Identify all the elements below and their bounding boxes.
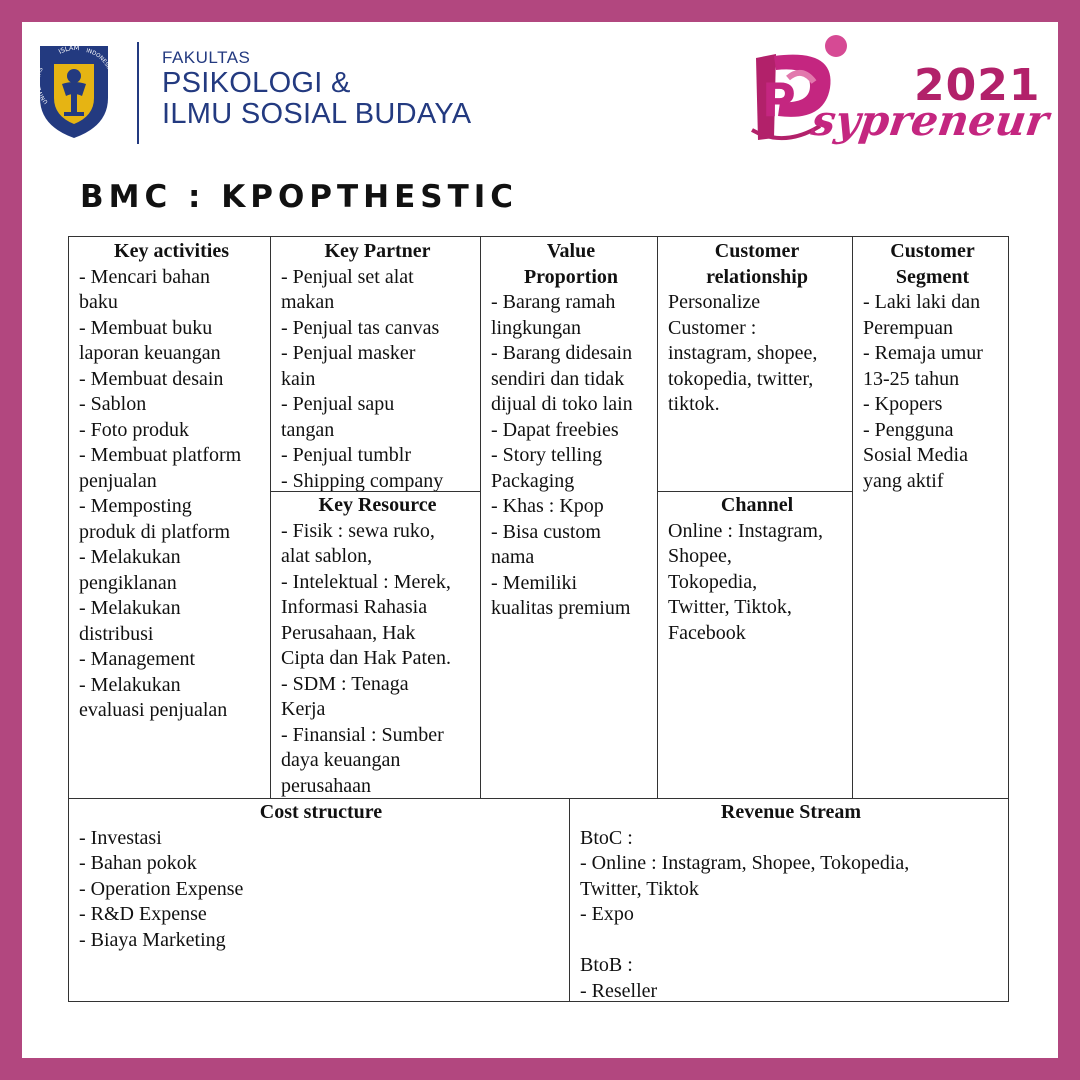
logo-divider — [137, 42, 139, 144]
list-item: - Biaya Marketing — [79, 928, 226, 951]
grid-line — [69, 798, 1008, 799]
list-item: alat sablon, — [281, 545, 373, 567]
list-item: yang aktif — [863, 469, 944, 492]
list-item: - Barang didesain — [491, 342, 633, 364]
list-item: Customer : — [668, 316, 757, 339]
faculty-label: FAKULTAS — [162, 48, 251, 67]
seal-top-text: ISLAM — [57, 43, 80, 56]
list-item: instagram, shopee, — [668, 342, 818, 364]
list-item: tokopedia, twitter, — [668, 367, 814, 390]
list-item: - Mencari bahan — [79, 265, 211, 288]
seal-left-text: UNIVERSITAS — [35, 66, 50, 105]
list-item: - Foto produk — [79, 418, 189, 441]
faculty-line-2: ILMU SOSIAL BUDAYA — [162, 98, 472, 130]
list-item: - Operation Expense — [79, 877, 244, 900]
list-item: Facebook — [668, 621, 746, 644]
list-item: - Memiliki — [491, 571, 578, 594]
list-item: evaluasi penjualan — [79, 699, 228, 721]
list-item: - Expo — [580, 903, 634, 925]
list-item: - Membuat platform — [79, 444, 242, 466]
list-item: - Intelektual : Merek, — [281, 570, 451, 593]
revenue-stream-list — [580, 826, 1002, 1002]
list-item: distribusi — [79, 622, 154, 645]
list-item: Shopee, — [668, 545, 732, 567]
key-resource-block — [271, 493, 480, 798]
list-item: - Melakukan — [79, 673, 181, 696]
university-seal-logo — [34, 40, 114, 144]
channel-list — [668, 519, 846, 647]
list-item: - Sablon — [79, 393, 147, 415]
list-item: Personalize — [668, 291, 761, 313]
customer-relationship-block — [658, 239, 852, 491]
list-item: Kerja — [281, 698, 326, 720]
revenue-stream-block — [570, 800, 1008, 1001]
list-item: - Membuat buku — [79, 316, 213, 339]
customer-relationship-heading-1: Customer — [714, 240, 800, 262]
list-item: daya keuangan — [281, 749, 401, 771]
list-item: - Management — [79, 648, 196, 670]
value-proportion-block — [481, 239, 657, 797]
key-activities-block — [69, 239, 270, 797]
list-item: - Laki laki dan — [863, 291, 981, 313]
list-item: nama — [491, 546, 535, 568]
list-item: laporan keuangan — [79, 342, 221, 364]
customer-segment-heading-1: Customer — [890, 240, 975, 262]
list-item — [580, 928, 1002, 954]
event-logo-initial: P — [762, 73, 796, 127]
cost-structure-heading: Cost structure — [259, 801, 383, 823]
faculty-name — [162, 48, 471, 130]
customer-segment-list — [863, 290, 1002, 494]
value-proportion-list — [491, 290, 651, 622]
list-item: 13-25 tahun — [863, 367, 960, 390]
list-item: - Penjual sapu — [281, 393, 395, 415]
list-item: - Reseller — [580, 979, 658, 1001]
list-item: lingkungan — [491, 316, 581, 339]
key-activities-heading: Key activities — [114, 240, 229, 262]
list-item: perusahaan — [281, 774, 371, 797]
list-item: - Finansial : Sumber — [281, 723, 444, 746]
list-item: Packaging — [491, 469, 575, 492]
list-item: Informasi Rahasia — [281, 596, 428, 618]
page-title: BMC : KPOPTHESTIC — [80, 179, 519, 215]
list-item: - SDM : Tenaga — [281, 672, 409, 695]
customer-segment-block — [853, 239, 1008, 797]
customer-relationship-list — [668, 290, 846, 418]
list-item: BtoB : — [580, 954, 633, 976]
list-item: sendiri dan tidak — [491, 367, 625, 390]
list-item: - Dapat freebies — [491, 418, 619, 441]
list-item: - Story telling — [491, 444, 603, 466]
list-item: - Barang ramah — [491, 291, 616, 313]
cost-structure-block — [69, 800, 569, 1001]
value-proportion-heading-1: Value — [546, 240, 596, 262]
list-item: BtoC : — [580, 826, 633, 849]
grid-line — [270, 491, 480, 492]
list-item: penjualan — [79, 469, 157, 492]
list-item: - Memposting — [79, 495, 192, 517]
list-item: - Melakukan — [79, 546, 181, 568]
list-item: dijual di toko lain — [491, 393, 633, 415]
list-item: - Remaja umur — [863, 342, 983, 364]
list-item: - Bisa custom — [491, 520, 601, 543]
channel-heading: Channel — [720, 494, 794, 516]
key-activities-list — [79, 265, 264, 724]
list-item: Perusahaan, Hak — [281, 621, 416, 644]
list-item: - Shipping company — [281, 469, 444, 491]
list-item: - Penjual tumblr — [281, 444, 411, 466]
list-item: - Membuat desain — [79, 367, 224, 390]
revenue-stream-heading: Revenue Stream — [720, 801, 862, 823]
list-item: - Kpopers — [863, 393, 943, 415]
key-partner-heading: Key Partner — [324, 240, 431, 262]
list-item: - Melakukan — [79, 597, 181, 619]
list-item: Online : Instagram, — [668, 519, 823, 542]
list-item: kain — [281, 367, 316, 390]
list-item: Twitter, Tiktok — [580, 877, 699, 900]
customer-segment-heading-2: Segment — [895, 265, 970, 288]
key-resource-heading: Key Resource — [318, 494, 437, 516]
cost-structure-list — [79, 826, 563, 954]
faculty-line-1: PSIKOLOGI & — [162, 67, 351, 99]
channel-block — [658, 493, 852, 798]
list-item: Twitter, Tiktok, — [668, 596, 792, 618]
key-resource-list — [281, 519, 474, 799]
list-item: - R&D Expense — [79, 903, 207, 925]
list-item: baku — [79, 291, 118, 313]
list-item: - Penjual tas canvas — [281, 316, 440, 339]
grid-line — [657, 491, 852, 492]
list-item: - Investasi — [79, 826, 162, 849]
list-item: - Pengguna — [863, 418, 954, 441]
list-item: - Penjual set alat — [281, 265, 414, 288]
list-item: kualitas premium — [491, 597, 631, 619]
key-partner-list — [281, 265, 474, 492]
list-item: tangan — [281, 418, 335, 441]
event-year: 2021 — [914, 60, 1041, 111]
list-item: Cipta dan Hak Paten. — [281, 647, 451, 669]
list-item: tiktok. — [668, 393, 720, 415]
list-item: pengiklanan — [79, 571, 177, 594]
list-item: produk di platform — [79, 520, 231, 543]
list-item: - Fisik : sewa ruko, — [281, 519, 435, 542]
seal-right-text: INDONESIA — [85, 48, 113, 73]
list-item: Tokopedia, — [668, 570, 758, 593]
list-item: Sosial Media — [863, 444, 968, 466]
value-proportion-heading-2: Proportion — [523, 265, 619, 288]
key-partner-block — [271, 239, 480, 491]
list-item: Perempuan — [863, 316, 953, 339]
list-item: - Khas : Kpop — [491, 495, 604, 517]
list-item: - Online : Instagram, Shopee, Tokopedia, — [580, 852, 910, 874]
event-name: sypreneur — [808, 96, 1052, 145]
business-model-canvas — [68, 236, 1009, 1002]
list-item: makan — [281, 291, 335, 313]
customer-relationship-heading-2: relationship — [706, 265, 808, 288]
list-item: - Bahan pokok — [79, 852, 197, 874]
list-item: - Penjual masker — [281, 342, 416, 364]
